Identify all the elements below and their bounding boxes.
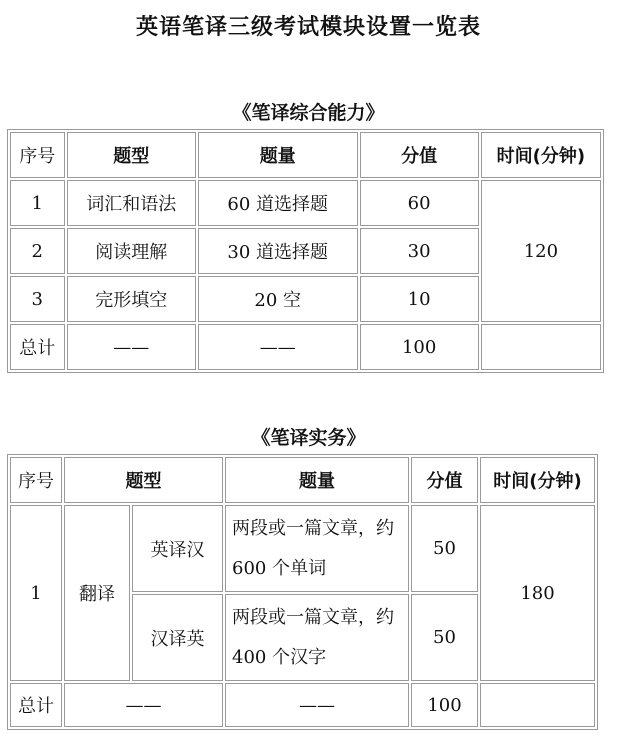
header-cell-no: 序号: [10, 457, 62, 503]
total-score: 100: [411, 683, 478, 727]
total-amount: ——: [198, 324, 358, 370]
total-amount: ——: [225, 683, 409, 727]
page-title: 英语笔译三级考试模块设置一览表: [135, 15, 481, 40]
cell-time: 180: [480, 505, 595, 681]
cell-no: 2: [10, 228, 65, 274]
table-header-row: [10, 457, 595, 503]
cell-type: 词汇和语法: [67, 180, 196, 226]
header-cell-type: 题型: [67, 132, 196, 178]
total-type: ——: [64, 683, 223, 727]
total-time-empty: [480, 683, 595, 727]
total-label: 总计: [10, 683, 62, 727]
cell-no: 1: [10, 180, 65, 226]
header-cell-score: 分值: [360, 132, 479, 178]
cell-amount: 20 空: [198, 276, 358, 322]
cell-score: 60: [360, 180, 479, 226]
section-title-practice: 《笔译实务》: [251, 427, 366, 449]
cell-category: 翻译: [64, 505, 130, 681]
total-label: 总计: [10, 324, 65, 370]
total-row: [10, 683, 595, 727]
cell-score: 50: [411, 594, 478, 681]
header-cell-score: 分值: [411, 457, 478, 503]
total-row: [10, 324, 601, 370]
cell-time: 120: [481, 180, 601, 322]
cell-score: 10: [360, 276, 479, 322]
section-title-comprehensive: 《笔译综合能力》: [232, 102, 385, 124]
cell-no: 1: [10, 505, 62, 681]
cell-subtype: 汉译英: [132, 594, 223, 681]
cell-subtype: 英译汉: [132, 505, 223, 592]
header-cell-time: 时间(分钟): [480, 457, 595, 503]
cell-no: 3: [10, 276, 65, 322]
cell-amount: 30 道选择题: [198, 228, 358, 274]
cell-type: 阅读理解: [67, 228, 196, 274]
header-cell-time: 时间(分钟): [481, 132, 601, 178]
cell-score: 30: [360, 228, 479, 274]
cell-amount: 两段或一篇文章，约 600 个单词: [225, 505, 409, 592]
cell-amount: 两段或一篇文章，约 400 个汉字: [225, 594, 409, 681]
cell-score: 50: [411, 505, 478, 592]
table-row: [10, 505, 595, 592]
header-cell-no: 序号: [10, 132, 65, 178]
cell-amount: 60 道选择题: [198, 180, 358, 226]
comprehensive-ability-table: [7, 129, 604, 373]
table-header-row: [10, 132, 601, 178]
total-score: 100: [360, 324, 479, 370]
header-cell-amount: 题量: [198, 132, 358, 178]
total-time-empty: [481, 324, 601, 370]
table-row: [10, 180, 601, 226]
translation-practice-table: [7, 454, 598, 730]
header-cell-type: 题型: [64, 457, 223, 503]
header-cell-amount: 题量: [225, 457, 409, 503]
total-type: ——: [67, 324, 196, 370]
cell-type: 完形填空: [67, 276, 196, 322]
